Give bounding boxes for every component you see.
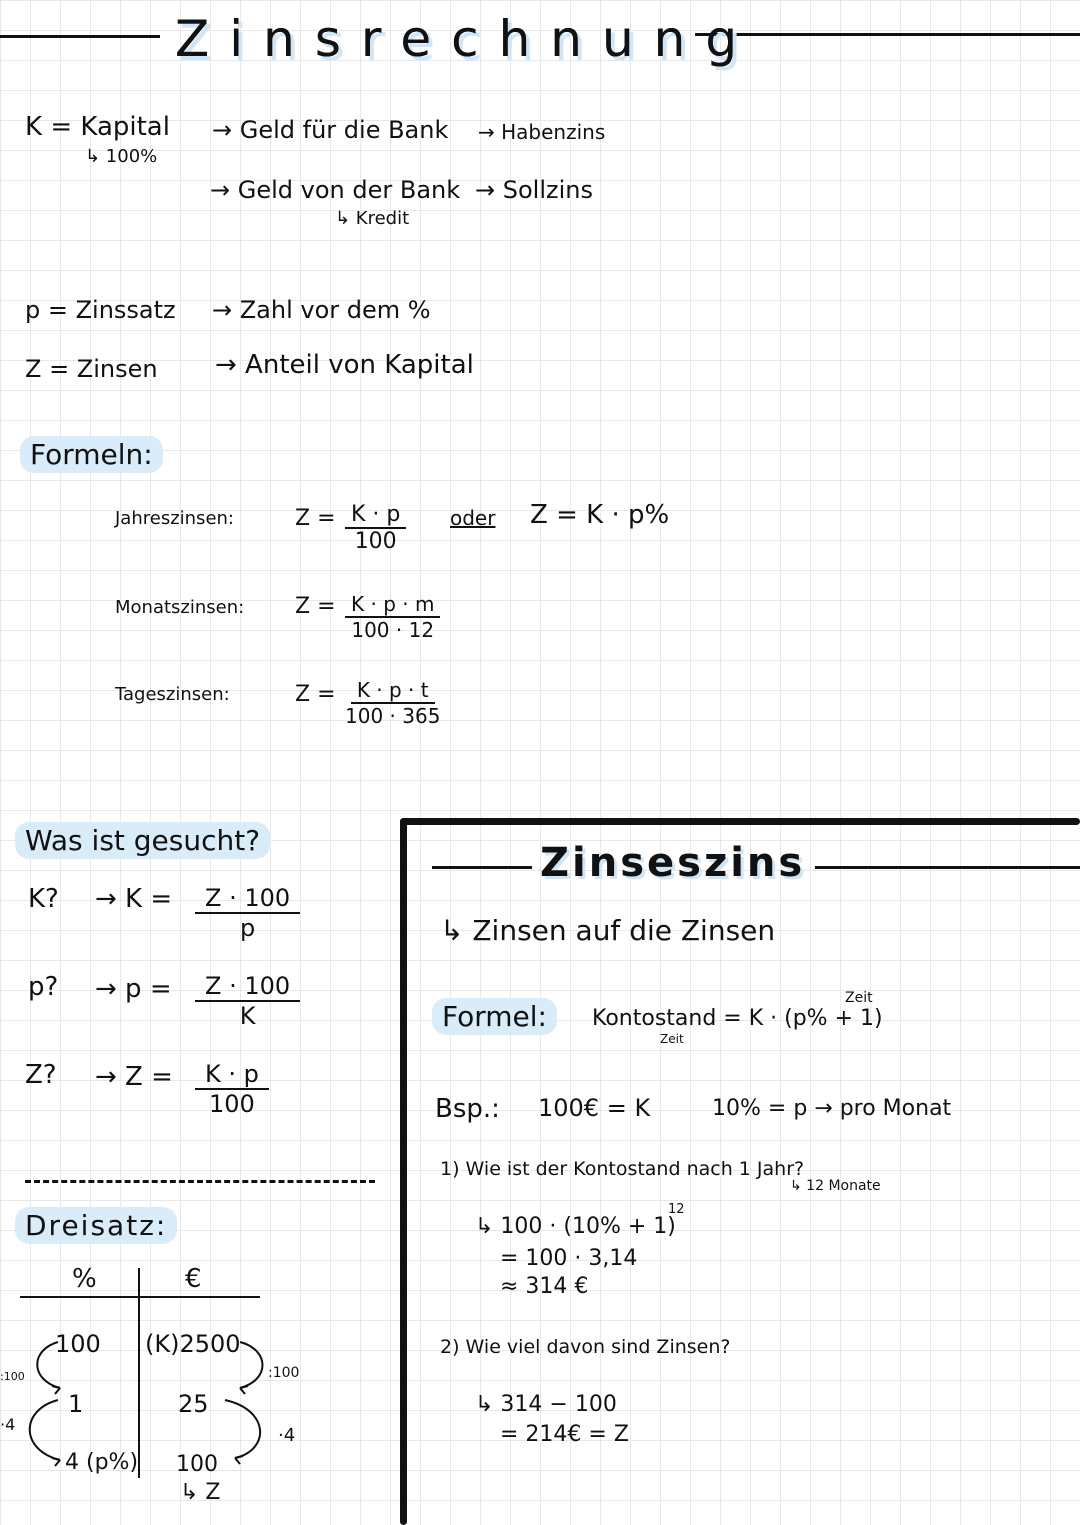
question-1-note: ↳ 12 Monate — [790, 1178, 881, 1194]
dreisatz-left-op2: ·4 — [0, 1415, 16, 1434]
formeln-heading: Formeln: — [20, 436, 163, 473]
def-k-label: K = Kapital — [25, 112, 170, 142]
zinseszins-subtitle: ↳ Zinsen auf die Zinsen — [440, 914, 776, 947]
gesucht-z-denominator: 100 — [209, 1090, 255, 1118]
def-z-label: Z = Zinsen — [25, 355, 158, 383]
dreisatz-col-euro: € — [185, 1264, 202, 1294]
dreisatz-row3-pct: 4 (p%) — [65, 1450, 139, 1475]
tageszinsen-denominator: 100 · 365 — [345, 704, 441, 728]
tageszinsen-lhs: Z = — [295, 682, 336, 707]
gesucht-k-numerator: Z · 100 — [195, 884, 300, 914]
monatszinsen-fraction — [345, 592, 440, 642]
monatszinsen-numerator: K · p · m — [345, 592, 440, 618]
zinseszins-formel-subscript: Zeit — [660, 1032, 684, 1046]
dreisatz-row1-pct: 100 — [55, 1330, 101, 1358]
def-k-arrow2: → Geld von der Bank — [210, 176, 461, 204]
zinseszins-frame-left — [400, 818, 407, 1525]
jahreszinsen-alt: Z = K · p% — [530, 500, 670, 530]
def-k-arrow2-note: ↳ Kredit — [335, 208, 410, 229]
def-p-desc: → Zahl vor dem % — [212, 296, 431, 324]
zinseszins-rule-left — [432, 866, 532, 869]
dreisatz-right-op2: ·4 — [278, 1425, 296, 1446]
tageszinsen-fraction — [345, 678, 440, 728]
zinseszins-heading: Zinseszins — [540, 840, 806, 886]
def-k-arrow1-result: → Habenzins — [478, 120, 606, 144]
answer-2-line1: ↳ 314 − 100 — [475, 1392, 617, 1417]
jahreszinsen-lhs: Z = — [295, 506, 336, 531]
gesucht-k-question: K? — [28, 884, 59, 914]
gesucht-z-question: Z? — [25, 1060, 57, 1090]
dashed-separator — [25, 1180, 375, 1183]
def-k-arrow2-result: → Sollzins — [475, 176, 593, 204]
answer-1-line1: ↳ 100 · (10% + 1) — [475, 1214, 676, 1239]
def-k-arrow1: → Geld für die Bank — [212, 116, 449, 144]
jahreszinsen-fraction — [345, 502, 406, 554]
bsp-label: Bsp.: — [435, 1094, 500, 1124]
jahreszinsen-label: Jahreszinsen: — [115, 508, 234, 529]
jahreszinsen-oder: oder — [450, 506, 496, 530]
jahreszinsen-denominator: 100 — [354, 529, 397, 554]
gesucht-z-fraction — [195, 1060, 269, 1118]
gesucht-k-denominator: p — [239, 914, 256, 942]
gesucht-heading: Was ist gesucht? — [15, 822, 270, 859]
monatszinsen-lhs: Z = — [295, 594, 336, 619]
tageszinsen-numerator: K · p · t — [351, 678, 435, 704]
jahreszinsen-numerator: K · p — [345, 502, 406, 529]
dreisatz-heading: Dreisatz: — [15, 1207, 177, 1244]
question-1: 1) Wie ist der Kontostand nach 1 Jahr? — [440, 1158, 805, 1180]
gesucht-p-denominator: K — [239, 1002, 256, 1030]
gesucht-z-lhs: → Z = — [95, 1062, 173, 1092]
monatszinsen-label: Monatszinsen: — [115, 597, 245, 618]
answer-1-line3: ≈ 314 € — [500, 1274, 589, 1299]
zinseszins-frame-top — [400, 818, 1080, 825]
answer-2-line2: = 214€ = Z — [500, 1422, 629, 1447]
title-rule-left — [0, 35, 160, 38]
zinseszins-formel-exponent: Zeit — [845, 990, 873, 1006]
gesucht-z-numerator: K · p — [195, 1060, 269, 1090]
dreisatz-left-op1: :100 — [0, 1370, 25, 1383]
question-2: 2) Wie viel davon sind Zinsen? — [440, 1336, 731, 1358]
dreisatz-header-rule — [20, 1296, 260, 1298]
def-z-desc: → Anteil von Kapital — [215, 350, 474, 380]
gesucht-k-fraction — [195, 884, 300, 942]
zinseszins-formel: Kontostand = K · (p% + 1) — [592, 1006, 883, 1031]
dreisatz-col-percent: % — [72, 1264, 97, 1294]
gesucht-p-numerator: Z · 100 — [195, 972, 300, 1002]
gesucht-p-lhs: → p = — [95, 974, 172, 1004]
dreisatz-row3-eur: 100 — [176, 1452, 218, 1477]
dreisatz-right-op1: :100 — [268, 1365, 300, 1381]
dreisatz-row2-eur: 25 — [178, 1390, 209, 1418]
def-k-note: ↳ 100% — [85, 146, 158, 167]
gesucht-p-question: p? — [28, 972, 59, 1002]
dreisatz-row1-eur: (K)2500 — [145, 1330, 241, 1358]
answer-1-line2: = 100 · 3,14 — [500, 1246, 638, 1271]
monatszinsen-denominator: 100 · 12 — [351, 618, 435, 642]
zinseszins-formel-label: Formel: — [432, 998, 557, 1035]
dreisatz-arrows — [0, 1330, 300, 1480]
answer-1-exponent: 12 — [668, 1202, 685, 1217]
page-title: Zinsrechnung — [175, 10, 758, 68]
tageszinsen-label: Tageszinsen: — [115, 684, 230, 705]
gesucht-k-lhs: → K = — [95, 884, 173, 914]
bsp-k: 100€ = K — [538, 1094, 651, 1122]
zinseszins-rule-right — [815, 866, 1080, 869]
bsp-p: 10% = p → pro Monat — [712, 1096, 952, 1121]
dreisatz-eur-note: ↳ Z — [180, 1480, 221, 1505]
dreisatz-row2-pct: 1 — [68, 1390, 84, 1418]
gesucht-p-fraction — [195, 972, 300, 1030]
def-p-label: p = Zinssatz — [25, 296, 176, 324]
